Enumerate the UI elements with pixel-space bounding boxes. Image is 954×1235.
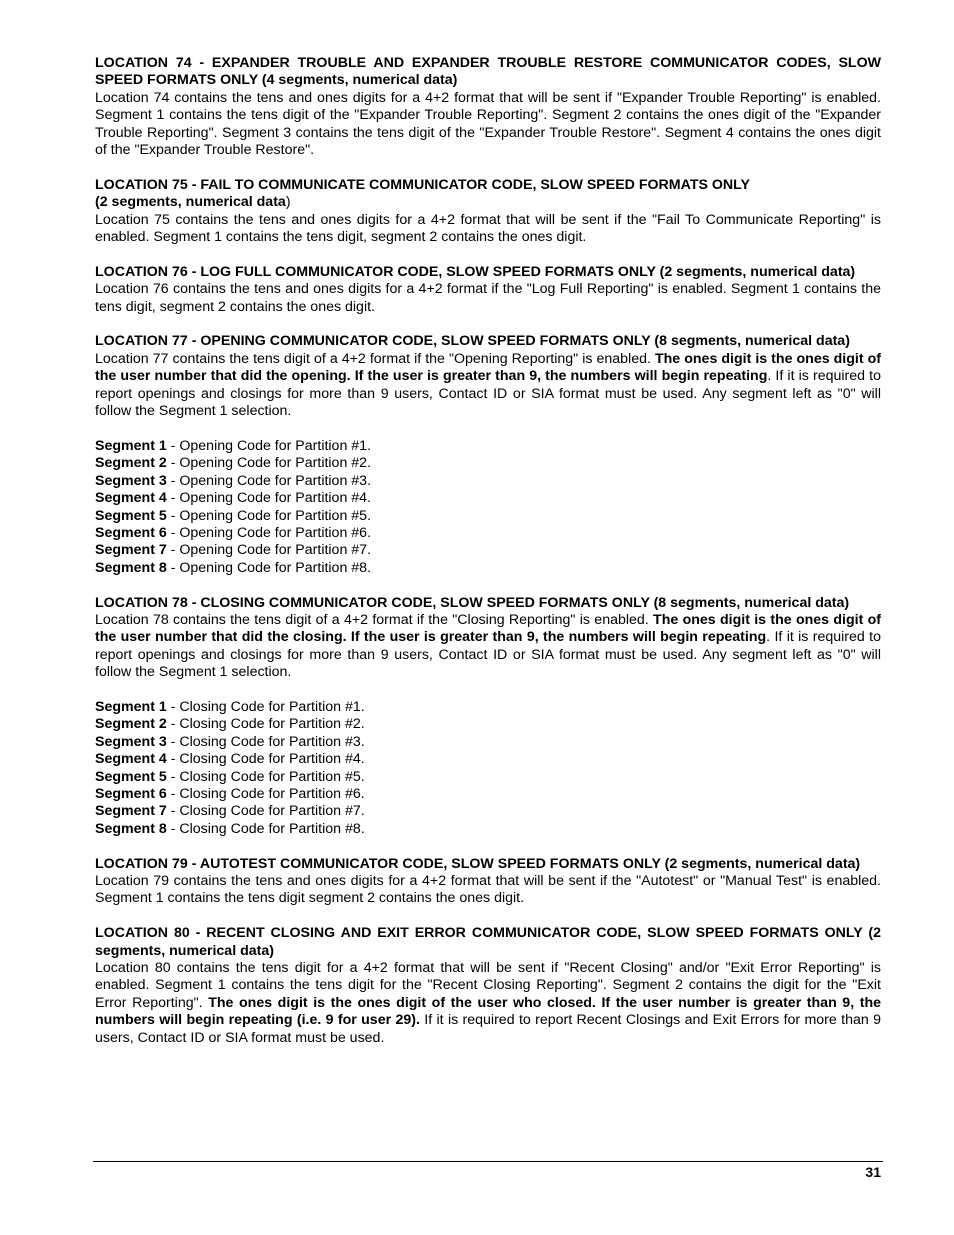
segment-label: Segment 1 — [95, 437, 167, 454]
segment-item — [95, 438, 881, 455]
section-heading-line-1: LOCATION 75 - FAIL TO COMMUNICATE COMMUNICATOR CODE, SLOW SPEED FORMATS ONLY — [95, 176, 750, 193]
section-location-77 — [95, 333, 881, 577]
section-body: Location 76 contains the tens and ones digits for a 4+2 format if the "Log Full Reporting" is enabled. Segment 1 contains the tens digit, segment 2 contains the ones digit. — [95, 281, 881, 315]
segment-item — [95, 525, 881, 542]
section-heading: LOCATION 80 - RECENT CLOSING AND EXIT ERROR COMMUNICATOR CODE, SLOW SPEED FORMATS ONLY (2 segments, numerical data) — [95, 925, 881, 959]
segment-list — [95, 438, 881, 577]
segment-item — [95, 699, 881, 716]
segment-label: Segment 2 — [95, 455, 167, 472]
section-location-76 — [95, 264, 881, 316]
segment-label: Segment 8 — [95, 559, 167, 576]
section-location-75 — [95, 177, 881, 247]
segment-text: - Opening Code for Partition #6. — [166, 524, 372, 541]
body-bold-text: The ones digit is the ones digit of the user number that did the closing. If the user is greater than 9, the numbers will begin repeating — [95, 611, 881, 646]
page-content — [95, 55, 881, 1064]
section-body: Location 79 contains the tens and ones digits for a 4+2 format that will be sent if the "Autotest" or "Manual Test" is enabled. Segment 1 contains the tens digit segment 2 contains the ones digit. — [95, 872, 881, 907]
segment-label: Segment 7 — [95, 542, 167, 559]
body-text: Location 77 contains the tens digit of a 4+2 format if the "Opening Reporting" is enabled. — [95, 350, 655, 367]
body-text: . If it is required to report openings and closings for more than 9 users, Contact ID or SIA format must be used. Any segment left as "0" will follow the Segment 1 selection. — [95, 629, 881, 681]
segment-text: - Closing Code for Partition #7. — [166, 803, 365, 820]
segment-text: - Opening Code for Partition #3. — [166, 472, 372, 489]
footer-rule — [93, 1161, 883, 1162]
segment-item — [95, 455, 881, 472]
section-body: Location 74 contains the tens and ones digits for a 4+2 format that will be sent if "Expander Trouble Reporting" is enabled. Segment 1 contains the tens digit of the "Expander Trouble Reporting". Segment 2 contains the ones digit of the "Expander Trouble Reporting". Segment 3 contains the tens digit of the "Expander Trouble Restore". Segment 4 contains the ones digit of the "Expander Trouble Restore". — [95, 89, 881, 159]
section-heading — [95, 177, 881, 212]
segment-label: Segment 5 — [95, 768, 167, 785]
segment-label: Segment 6 — [95, 785, 167, 802]
section-heading: LOCATION 76 - LOG FULL COMMUNICATOR CODE, SLOW SPEED FORMATS ONLY (2 segments, numerical data) — [95, 263, 856, 280]
section-heading-line-2: (2 segments, numerical data — [95, 194, 286, 211]
section-location-74 — [95, 55, 881, 159]
segment-text: - Opening Code for Partition #1. — [166, 437, 372, 454]
segment-item — [95, 821, 881, 838]
page-number: 31 — [865, 1164, 881, 1180]
segment-item — [95, 751, 881, 768]
body-text: Location 80 contains the tens digit for a 4+2 format that will be sent if "Recent Closing" and/or "Exit Error Reporting" is enabled. Segment 1 contains the tens digit for the "Recent Closing Reporting". Segment 2 contains the digit for the "Exit Error Reporting". — [95, 960, 881, 1011]
section-heading: LOCATION 79 - AUTOTEST COMMUNICATOR CODE, SLOW SPEED FORMATS ONLY (2 segments, numerical data) — [95, 855, 861, 872]
body-bold-text: The ones digit is the ones digit of the user number that did the opening. If the user is greater than 9, the numbers will begin repeating — [95, 350, 881, 385]
body-bold-text: The ones digit is the ones digit of the user who closed. If the user number is greater than 9, the numbers will begin repeating (i.e. 9 for user 29). — [95, 994, 882, 1029]
segment-item — [95, 542, 881, 559]
section-location-78 — [95, 595, 881, 839]
segment-text: - Closing Code for Partition #8. — [166, 820, 365, 837]
segment-item — [95, 769, 881, 786]
segment-text: - Opening Code for Partition #4. — [166, 490, 372, 507]
body-text: Location 78 contains the tens digit of a 4+2 format if the "Closing Reporting" is enabled. — [95, 611, 654, 628]
segment-item — [95, 803, 881, 820]
segment-item — [95, 473, 881, 490]
section-heading: LOCATION 74 - EXPANDER TROUBLE AND EXPANDER TROUBLE RESTORE COMMUNICATOR CODES, SLOW SPEED FORMATS ONLY (4 segments, numerical data) — [95, 55, 881, 89]
section-body — [95, 960, 881, 1047]
body-text: If it is required to report Recent Closings and Exit Errors for more than 9 users, Contact ID or SIA format must be used. — [95, 1012, 881, 1046]
segment-text: - Closing Code for Partition #1. — [166, 698, 365, 715]
section-location-80 — [95, 925, 881, 1047]
segment-text: - Closing Code for Partition #6. — [166, 785, 365, 802]
segment-label: Segment 4 — [95, 490, 167, 507]
segment-label: Segment 6 — [95, 524, 167, 541]
segment-text: - Closing Code for Partition #3. — [166, 733, 365, 750]
section-location-79 — [95, 856, 881, 908]
section-heading: LOCATION 77 - OPENING COMMUNICATOR CODE, SLOW SPEED FORMATS ONLY (8 segments, numerical data) — [95, 333, 850, 350]
segment-label: Segment 1 — [95, 698, 167, 715]
body-text: . If it is required to report openings and closings for more than 9 users, Contact ID or SIA format must be used. Any segment left as "0" will follow the Segment 1 selection. — [95, 368, 881, 420]
section-heading: LOCATION 78 - CLOSING COMMUNICATOR CODE, SLOW SPEED FORMATS ONLY (8 segments, numerical data) — [95, 594, 850, 611]
segment-text: - Opening Code for Partition #5. — [166, 507, 372, 524]
segment-list — [95, 699, 881, 838]
section-heading-close-paren: ) — [285, 194, 291, 211]
segment-label: Segment 4 — [95, 751, 167, 768]
segment-text: - Opening Code for Partition #2. — [166, 455, 372, 472]
segment-text: - Closing Code for Partition #2. — [166, 716, 365, 733]
section-body — [95, 612, 881, 682]
segment-text: - Closing Code for Partition #5. — [166, 768, 365, 785]
segment-label: Segment 5 — [95, 507, 167, 524]
segment-label: Segment 7 — [95, 803, 167, 820]
section-body — [95, 351, 881, 421]
segment-item — [95, 716, 881, 733]
segment-text: - Opening Code for Partition #7. — [166, 542, 372, 559]
segment-item — [95, 786, 881, 803]
segment-item — [95, 734, 881, 751]
segment-item — [95, 560, 881, 577]
segment-label: Segment 2 — [95, 716, 167, 733]
segment-item — [95, 490, 881, 507]
segment-label: Segment 8 — [95, 820, 167, 837]
segment-text: - Opening Code for Partition #8. — [166, 559, 372, 576]
segment-label: Segment 3 — [95, 472, 167, 489]
segment-label: Segment 3 — [95, 733, 167, 750]
segment-text: - Closing Code for Partition #4. — [166, 751, 365, 768]
section-body: Location 75 contains the tens and ones digits for a 4+2 format that will be sent if the "Fail To Communicate Reporting" is enabled. Segment 1 contains the tens digit, segment 2 contains the ones digit. — [95, 211, 881, 246]
segment-item — [95, 508, 881, 525]
